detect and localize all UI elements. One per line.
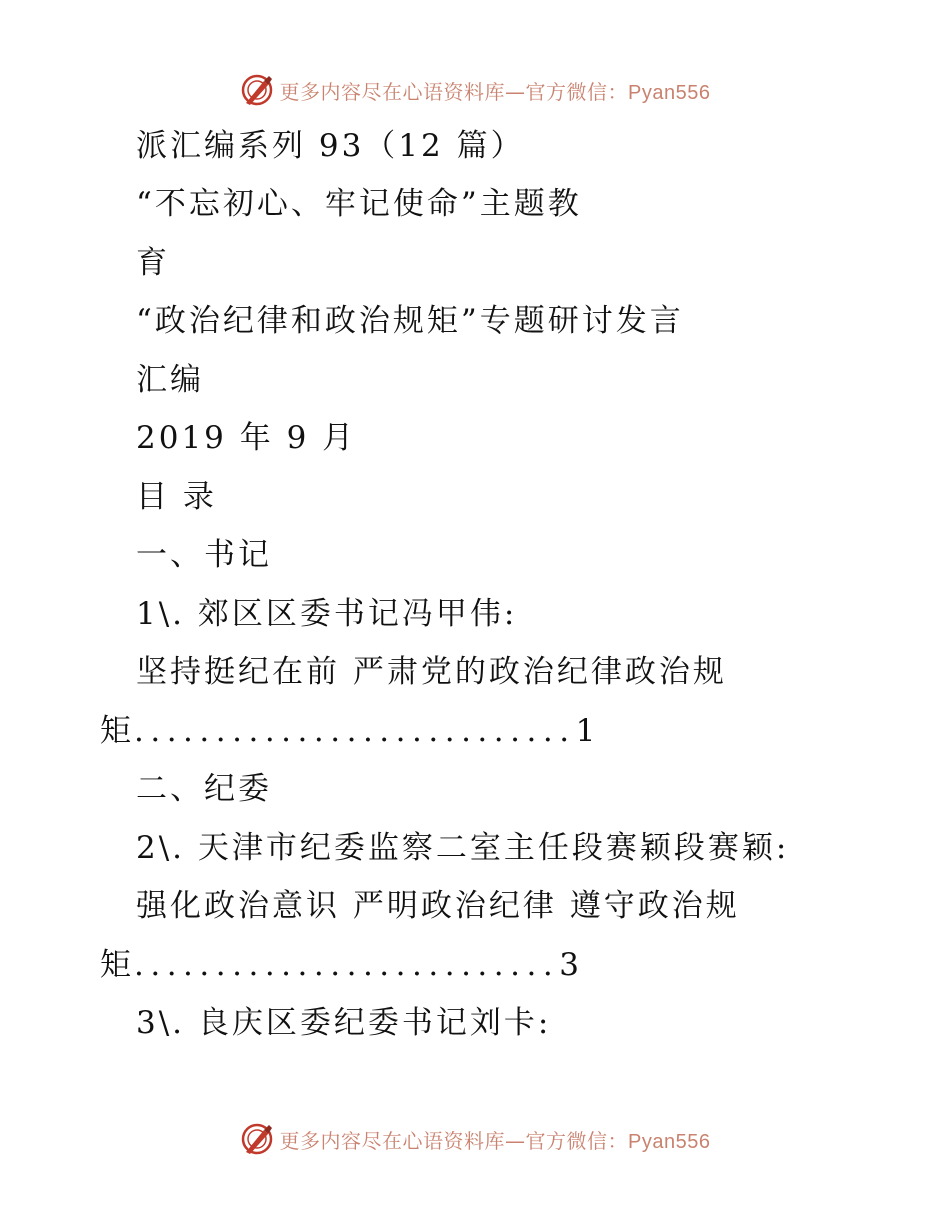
toc-item-1-subtitle: 坚持挺纪在前 严肃党的政治纪律政治规 — [136, 654, 727, 690]
watermark-banner-top — [0, 70, 950, 110]
theme-line-2: 育 — [136, 245, 170, 281]
toc-item-2-leader-dots: .......................... — [134, 947, 560, 983]
watermark-dash: — — [505, 1128, 526, 1153]
toc-item-2-entry — [100, 945, 582, 985]
toc-item-2-title: 2\. 天津市纪委监察二室主任段赛颖段赛颖: — [136, 830, 790, 866]
topic-line-1: “政治纪律和政治规矩”专题研讨发言 — [136, 303, 684, 339]
watermark-wechat-label: 官方微信： — [525, 1128, 629, 1153]
toc-item-1-page-number: 1 — [575, 713, 599, 749]
toc-item-2-subtitle: 强化政治意识 严明政治纪律 遵守政治规 — [136, 888, 740, 924]
toc-item-1-leader-dots: ........................... — [134, 713, 576, 749]
toc-section-2: 二、纪委 — [136, 771, 272, 807]
date-line: 2019 年 9 月 — [136, 420, 357, 456]
watermark-wechat-id: Pyan556 — [628, 81, 711, 104]
pen-logo-icon — [240, 1122, 274, 1156]
toc-item-1-entry — [100, 711, 598, 751]
watermark-text — [280, 76, 711, 105]
topic-line-2: 汇编 — [136, 362, 204, 398]
watermark-text — [280, 1125, 711, 1154]
watermark-banner-bottom — [0, 1119, 950, 1159]
toc-item-2-subtitle-end: 矩 — [100, 947, 134, 983]
theme-line-1: “不忘初心、牢记使命”主题教 — [136, 186, 582, 222]
toc-item-1-title: 1\. 郊区区委书记冯甲伟: — [136, 596, 518, 632]
watermark-main-text: 更多内容尽在心语资料库 — [279, 1128, 506, 1153]
toc-section-1: 一、书记 — [136, 537, 272, 573]
toc-heading: 目 录 — [136, 479, 217, 515]
series-line: 派汇编系列 93（12 篇） — [136, 128, 525, 164]
toc-item-2-page-number: 3 — [559, 947, 582, 983]
toc-item-3-title: 3\. 良庆区委纪委书记刘卡: — [136, 1005, 552, 1041]
watermark-wechat-id: Pyan556 — [628, 1130, 711, 1153]
watermark-main-text: 更多内容尽在心语资料库 — [279, 79, 506, 104]
watermark-dash: — — [505, 79, 526, 104]
pen-logo-icon — [240, 73, 274, 107]
watermark-wechat-label: 官方微信： — [525, 79, 629, 104]
toc-item-1-subtitle-end: 矩 — [100, 713, 134, 749]
